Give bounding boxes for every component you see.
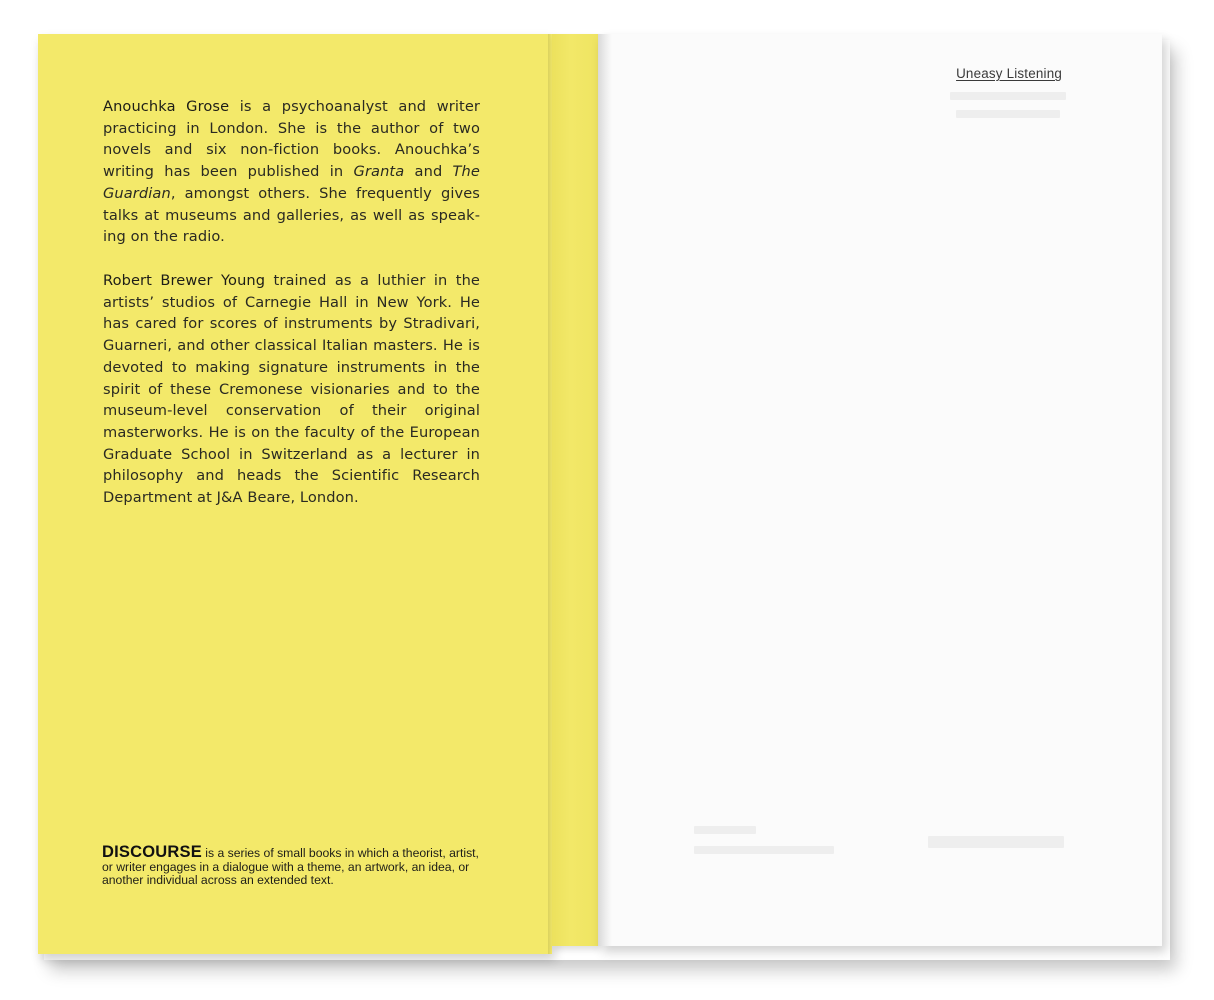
show-through-line [694, 846, 834, 854]
book-title: Uneasy Listening [956, 66, 1062, 81]
bio-text: trained as a luthier in the artists’ studios of Carnegie Hall in New York. He has cared for scores of instruments by Stradivari, Guarneri, and other classical Italian masters. He is devoted to making signature instruments in the spirit of these Cremonese visionaries and to the museum-level conservation of their original masterworks. He is on the faculty of the European Graduate School in Switzerland as a lecturer in philosophy and heads the Scientific Research Department at J&A Beare, London. [103, 272, 480, 507]
page-gutter [598, 34, 612, 946]
bio-text: is a psychoanalyst and writer practicing in London. She is the author of two novels and six non-fiction books. Anouchka’s writing has been published in [103, 98, 480, 181]
series-brand: DISCOURSE [102, 843, 202, 861]
publication-title: The Guardian [103, 163, 480, 202]
series-text: is a series of small books in which a theorist, artist, or writer engages in a dialogue with a theme, an artwork, an idea, or another individual across an extended text. [102, 846, 479, 888]
publication-title: Granta [353, 163, 405, 181]
white-title-page [598, 34, 1162, 946]
bio-robert-brewer-young [103, 270, 480, 509]
author-name: Anouchka Grose [103, 98, 230, 115]
cover-fold-band [552, 34, 598, 946]
show-through-line [956, 110, 1060, 118]
cover-fold-edge [548, 34, 552, 954]
show-through-line [928, 836, 1064, 848]
bio-text: and [404, 163, 453, 181]
bio-text: , amongst others. She frequently gives talks at museums and galleries, as well as speaking on the radio. [103, 184, 480, 246]
show-through-line [950, 92, 1066, 100]
author-name: Robert Brewer Young [103, 272, 266, 289]
series-description [102, 843, 482, 888]
show-through-line [694, 826, 756, 834]
bio-anouchka-grose [103, 96, 480, 248]
